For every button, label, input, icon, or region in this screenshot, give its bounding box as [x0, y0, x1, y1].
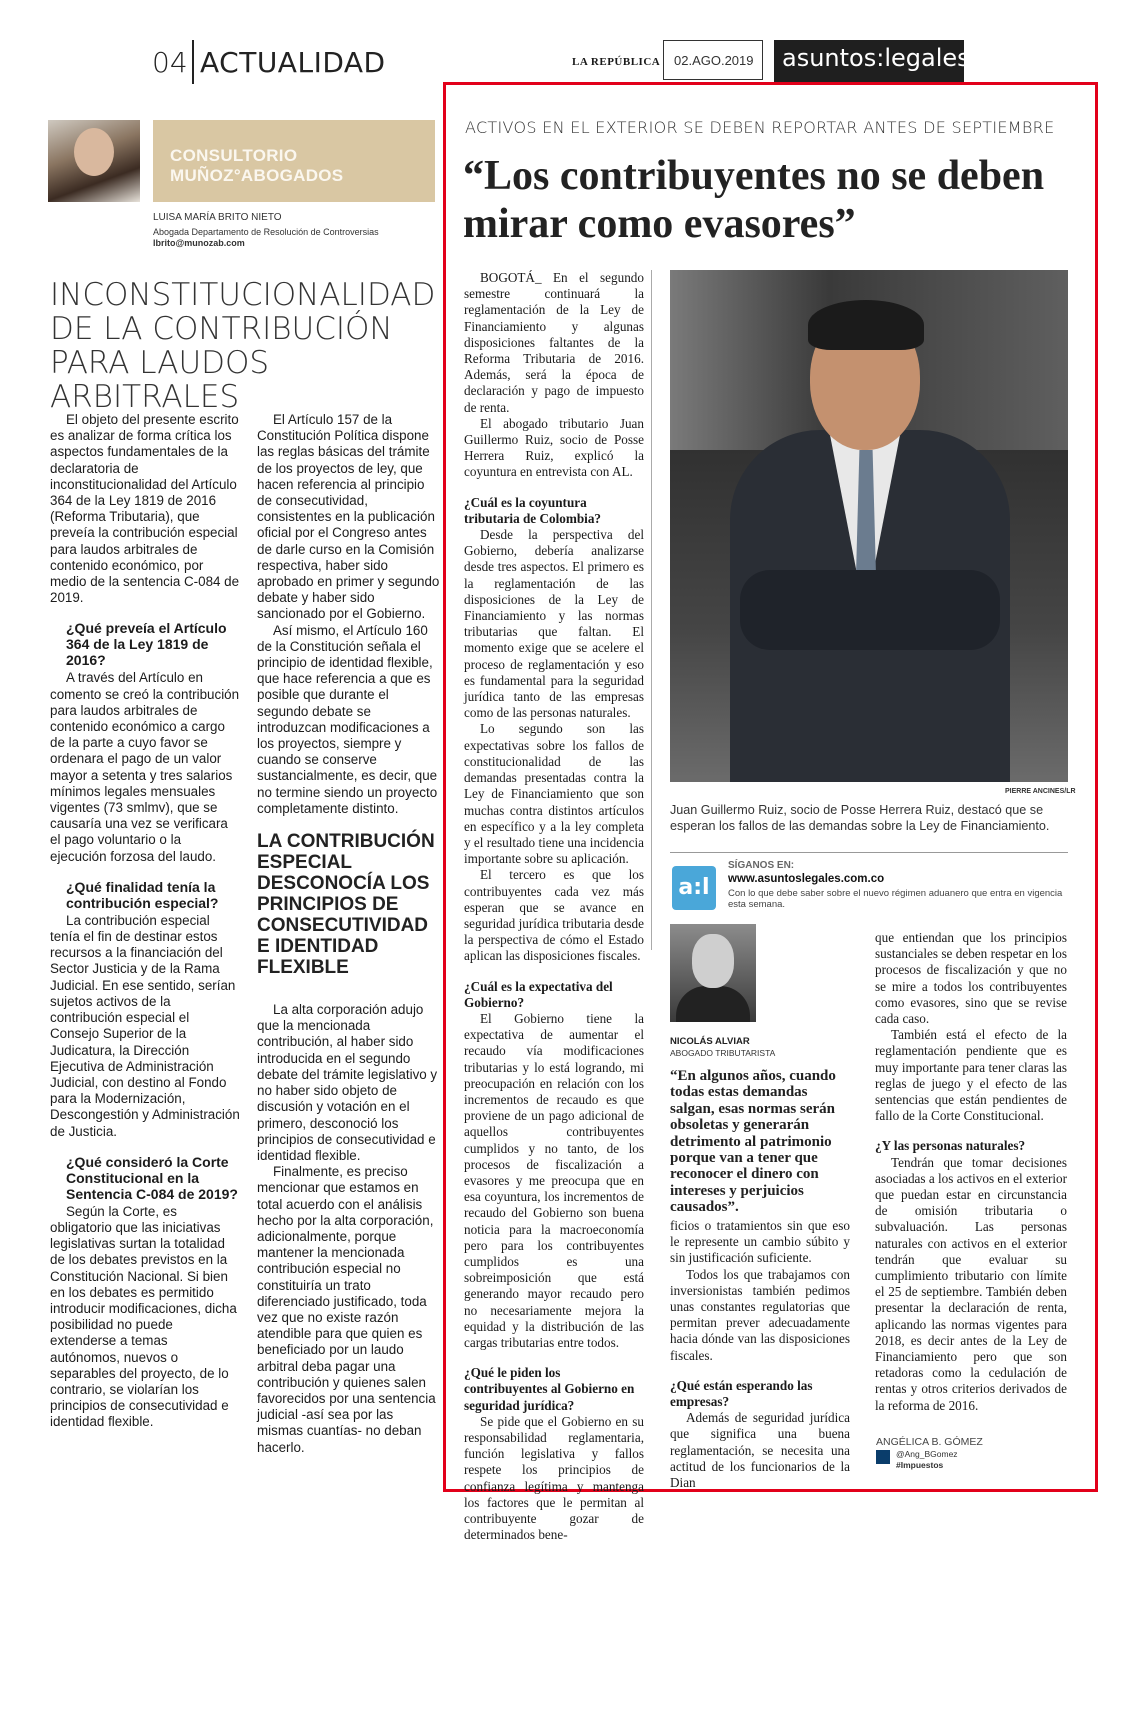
article-byline: ANGÉLICA B. GÓMEZ: [876, 1436, 983, 1448]
paragraph: Se pide que el Gobierno en su responsabilidad reglamentaria, función legislativa y fallos respete los principios de confianza legítima y mantenga los factores que le permitan al contribuyente gozar de determinados bene-: [464, 1413, 644, 1543]
author-name: LUISA MARÍA BRITO NIETO: [153, 212, 282, 223]
article-kicker: ACTIVOS EN EL EXTERIOR SE DEBEN REPORTAR ANTES DE SEPTIEMBRE: [465, 118, 1055, 137]
paragraph: Lo segundo son las expectativas sobre los fallos de constitucionalidad de las demandas presentadas contra la Ley de Financiamiento que son muchas contra distintos artículos en específico y a la ley completa y el resultado tiene una incidencia importante sobre su aplicación.: [464, 721, 644, 867]
quoted-person-photo: [670, 924, 756, 1022]
page-number: 04: [152, 46, 188, 79]
brand-logo: asuntos:legales: [774, 40, 964, 82]
asuntos-legales-logo: a:l: [672, 866, 716, 910]
paragraph: La contribución especial tenía el fin de destinar estos recursos a la financiación del Sector Justicia y de la Rama Judicial. En ese sentido, serían sujetos activos de la contribución especial el Consejo Superior de la Judicatura, la Dirección Ejecutiva de Administración Judicial, con destino al Fondo para la Modernización, Descongestión y Administración de Justicia.: [50, 912, 240, 1139]
paragraph: que entiendan que los principios sustanciales se deben respetar en los procesos de fiscalización y que no se mire a todos los contribuyentes como evasores, sino que se revise cada caso.: [875, 930, 1067, 1027]
photo-credit: PIERRE ANCINES/LR: [1005, 788, 1076, 795]
paragraph: El abogado tributario Juan Guillermo Ruiz, socio de Posse Herrera Ruiz, explicó la coyuntura en entrevista con AL.: [464, 415, 644, 480]
paragraph: El tercero es que los contribuyentes cada vez más esperan que se avance en seguridad jurídica tributaria desde la perspectiva de cómo el Estado aplican las disposiciones fiscales.: [464, 867, 644, 964]
quoted-person-name: NICOLÁS ALVIAR: [670, 1036, 750, 1047]
paragraph: Así mismo, el Artículo 160 de la Constitución señala el principio de identidad flexible, que hace referencia a que es posible que durante el segundo debate se introduzcan modificaciones a los proyectos, siempre y cuando se conserve sustancialmente, es decir, que no termine siendo un proyecto completamente distinto.: [257, 622, 438, 816]
paragraph: Desde la perspectiva del Gobierno, debería analizarse desde tres aspectos. El primero es la reglamentación de las disposiciones de la Ley de Financiamiento y las normas tributarias que faltan. El momento exige que se acelere el proceso de reglamentación y eso es fundamental para la seguridad jurídica tanto de las empresas como de las personas naturales.: [464, 527, 644, 721]
horizontal-divider: [670, 852, 1068, 853]
photo-caption: Juan Guillermo Ruiz, socio de Posse Herrera Ruiz, destacó que se esperan los fallos de las demandas sobre la Ley de Financiamiento.: [670, 803, 1050, 833]
main-column-3: [875, 930, 1067, 1414]
hashtag: #Impuestos: [896, 1460, 944, 1470]
paragraph: Según la Corte, es obligatorio que las iniciativas legislativas surtan la totalidad de los debates previstos en la Constitución Nacional. Si bien en los debates es permitido introducir modificaciones, dicha posibilidad no puede extenderse a temas autónomos, nuevos o separables del proyecto, de lo contrario, se violarían los principios de consecutividad e identidad flexible.: [50, 1203, 237, 1430]
twitter-handle: @Ang_BGomez: [896, 1449, 958, 1459]
section-title: ACTUALIDAD: [200, 46, 386, 79]
interviewee-photo: [670, 270, 1068, 782]
column-divider: [651, 270, 652, 950]
article-title: “Los contribuyentes no se deben mirar como evasores”: [463, 153, 1045, 247]
question-heading: ¿Qué finalidad tenía la contribución especial?: [66, 878, 219, 911]
paragraph: A través del Artículo en comento se creó la contribución para laudos arbitrales de contenido económico a cargo de la parte a cuyo favor se ordenara el pago de un valor mayor a setenta y tres salarios mínimos legales mensuales vigentes (73 smlmv), que se causaría una vez se verificara el pago voluntario o la ejecución forzosa del laudo.: [50, 670, 240, 864]
author-face: [74, 128, 114, 176]
paragraph: El Artículo 157 de la Constitución Política dispone las reglas básicas del trámite de los proyectos de ley, que hacen referencia al principio de consecutividad, consistentes en la publicación oficial por el Congreso antes de darle curso en la Comisión respectiva, haber sido aprobado en primer y segundo debate y haber sido sancionado por el Gobierno.: [257, 412, 440, 622]
paragraph: Además de seguridad jurídica que significa una buena reglamentación, se necesita una actitud de los funcionarios de la Dian: [670, 1410, 850, 1491]
issue-date: 02.AGO.2019: [663, 40, 763, 80]
subheading: LA CONTRIBUCIÓN ESPECIAL DESCONOCÍA LOS PRINCIPIOS DE CONSECUTIVIDAD E IDENTIDAD FLEXIBLE: [257, 831, 435, 979]
paragraph: La alta corporación adujo que la mencionada contribución, al haber sido introducida en el segundo debate del trámite legislativo y no haber sido objeto de discusión y votación en el primero, desconoció los principios de consecutividad e identidad flexible.: [257, 1002, 438, 1163]
left-headline: INCONSTITUCIONALIDAD DE LA CONTRIBUCIÓN PARA LAUDOS ARBITRALES: [50, 277, 436, 415]
column-banner-title: [170, 146, 343, 186]
follow-label: SÍGANOS EN:: [728, 860, 795, 871]
question-heading: ¿Cuál es la expectativa del Gobierno?: [464, 978, 613, 1010]
main-column-1: [464, 270, 644, 1543]
paragraph: Finalmente, es preciso mencionar que estamos en total acuerdo con el análisis hecho por la alta corporación, adicionalmente, porque mantener la mencionada contribución especial no constituiría un trato diferenciado justificado, toda vez que no existe razón atendible para que quien es beneficiado por un laudo arbitral deba pagar una contribución y quienes salen favorecidos por una sentencia judicial -así sea por las mismas cuantías- no deban hacerlo.: [257, 1164, 436, 1455]
question-heading: ¿Y las personas naturales?: [875, 1138, 1026, 1154]
quoted-person-role: ABOGADO TRIBUTARISTA: [670, 1048, 776, 1058]
column-title-line2: MUÑOZ°ABOGADOS: [170, 166, 344, 185]
author-email: lbrito@munozab.com: [153, 238, 245, 248]
masthead-divider: [192, 40, 194, 84]
author-role: Abogada Departamento de Resolución de Controversias: [153, 227, 379, 237]
question-heading: ¿Qué le piden los contribuyentes al Gobierno en seguridad jurídica?: [464, 1365, 635, 1413]
paragraph: Todos los que trabajamos con inversionistas también pedimos unas constantes regulatorias que permitan prever adecuadamente hacia dónde van las disposiciones fiscales.: [670, 1266, 850, 1363]
pull-quote: “En algunos años, cuando todas estas demandas salgan, esas normas serán obsoletas y generarán detrimento al patrimonio porque van a tener que reconocer el dinero con intereses y perjuicios causados”.: [670, 1068, 836, 1216]
question-heading: ¿Qué preveía el Artículo 364 de la Ley 1819 de 2016?: [66, 620, 227, 669]
follow-note: Con lo que debe saber sobre el nuevo régimen aduanero que entra en vigencia esta semana.: [728, 888, 1063, 910]
paragraph: BOGOTÁ_ En el segundo semestre continuará la reglamentación de la Ley de Financiamiento y algunas disposiciones faltantes de la Reforma Tributaria de 2016. Además, será la época de declaración y pago de impuesto de renta.: [464, 270, 644, 415]
main-column-2: [670, 1218, 850, 1491]
question-heading: ¿Qué están esperando las empresas?: [670, 1377, 813, 1410]
column-title-line1: CONSULTORIO: [170, 146, 298, 165]
left-column-1: [50, 412, 240, 1431]
newspaper-name: LA REPÚBLICA: [572, 56, 661, 68]
twitter-icon: [876, 1450, 890, 1464]
left-column-2: [257, 412, 443, 1456]
paragraph: ficios o tratamientos sin que eso le represente un cambio súbito y sin justificación suficiente.: [670, 1218, 850, 1266]
question-heading: ¿Cuál es la coyuntura tributaria de Colombia?: [464, 494, 602, 526]
follow-url-link[interactable]: www.asuntoslegales.com.co: [728, 873, 885, 885]
question-heading: ¿Qué consideró la Corte Constitucional en la Sentencia C-084 de 2019?: [66, 1153, 238, 1202]
paragraph: El Gobierno tiene la expectativa de aumentar el recaudo vía modificaciones tributarias y lo está logrando, mi preocupación en relación con los incrementos de recaudo es que proviene de un pago adicional de aquellos contribuyentes cumplidos y no tanto, de los procesos de fiscalización a evasores y me preocupa que en esa coyuntura, los incrementos de recaudo del Gobierno son buena noticia para la macroeconomía pero para los contribuyentes cumplidos es una sobreimposición que está generando mayor recaudo pero no necesariamente mejora la equidad y la distribución de las cargas tributarias entre todos.: [464, 1010, 644, 1350]
paragraph: Tendrán que tomar decisiones asociadas a los activos en el exterior que puedan estar en circunstancia de omisión tributaria o subvaluación. Las personas naturales con activos en el exterior tendrán que evaluar su cumplimiento tributario con límite el 25 de septiembre. También deben presentar la declaración de renta, aplicando las normas vigentes para 2018, es decir antes de la Ley de Financiamiento pero que son retadoras como la cedulación de rentas y otros criterios derivados de la reforma de 2016.: [875, 1154, 1067, 1413]
paragraph: También está el efecto de la reglamentación pendiente que es muy importante para tener claras las reglas de juego y el efecto de las sentencias que están pendientes de fallo de la Corte Constitucional.: [875, 1027, 1067, 1124]
paragraph: El objeto del presente escrito es analizar de forma crítica los aspectos fundamentales de la declaratoria de inconstitucionalidad del Artículo 364 de la Ley 1819 de 2016 (Reforma Tributaria), que preveía la contribución especial para laudos arbitrales de contenido económico, por medio de la sentencia C-084 de 2019.: [50, 412, 240, 606]
